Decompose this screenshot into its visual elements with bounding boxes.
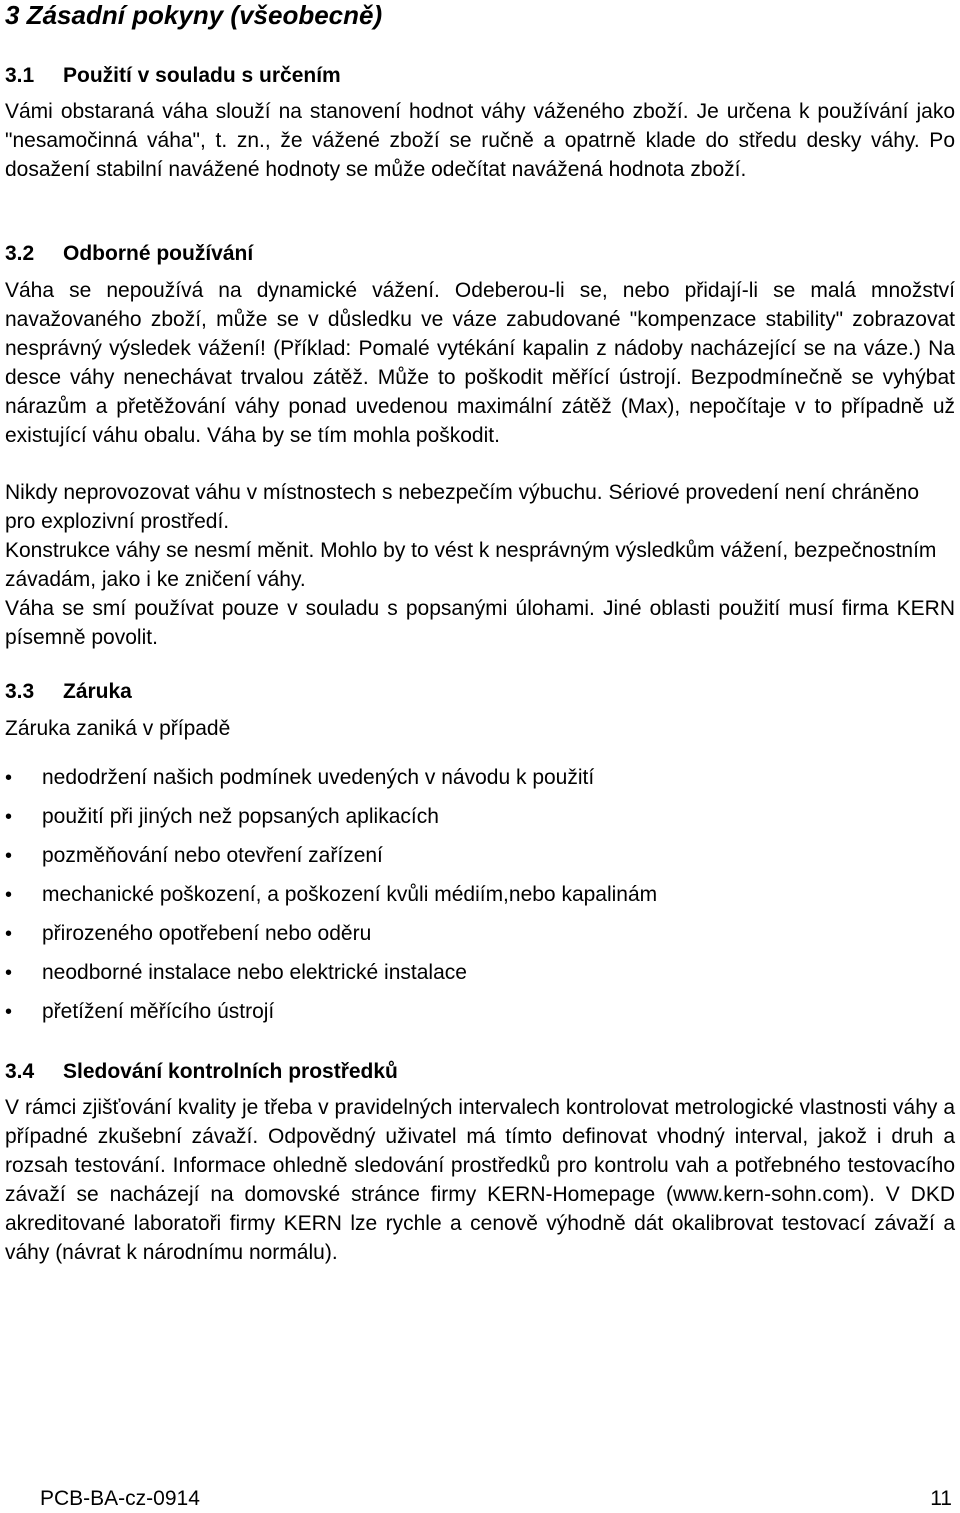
section-3-2-title: Odborné používání	[63, 242, 254, 265]
section-3-3-title: Záruka	[63, 680, 132, 703]
bullet-icon: •	[5, 923, 13, 945]
section-3-4-number: 3.4	[5, 1060, 35, 1083]
section-3-1-number: 3.1	[5, 64, 35, 87]
section-3-2-heading	[5, 240, 253, 268]
section-3-1-title: Použití v souladu s určením	[63, 64, 341, 87]
section-3-2-paragraph-2: Nikdy neprovozovat váhu v místnostech s nebezpečím výbuchu. Sériové provedení není chráněno pro explozivní prostředí.	[5, 481, 920, 533]
section-3-3-number: 3.3	[5, 680, 35, 703]
list-item: • nedodržení našich podmínek uvedených v návodu k použití	[5, 764, 955, 803]
bullet-icon: •	[5, 1001, 13, 1023]
bullet-icon: •	[5, 845, 13, 867]
section-3-4-body: V rámci zjišťování kvality je třeba v pravidelných intervalech kontrolovat metrologické vlastnosti váhy a případné zkušební závaží. Odpovědný uživatel má tímto definovat vhodný interval, jakož i druh a rozsah testování. Informace ohledně sledování prostředků pro kontrolu vah a potřebného testovacího závaží se nacházejí na domovské stránce firmy KERN-Homepage (www.kern-sohn.com). V DKD akreditované laboratoři firmy KERN lze rychle a cenově výhodně dát okalibrovat testovací závaží a váhy (návrat k národnímu normálu).	[5, 1096, 955, 1264]
footer-document-code: PCB-BA-cz-0914	[40, 1487, 200, 1510]
section-3-3-heading	[5, 678, 132, 706]
section-3-2-number: 3.2	[5, 242, 35, 265]
section-3-1-heading	[5, 62, 341, 90]
chapter-title: 3 Zásadní pokyny (všeobecně)	[5, 0, 383, 30]
bullet-icon: •	[5, 884, 13, 906]
section-3-1-body: Vámi obstaraná váha slouží na stanovení hodnot váhy váženého zboží. Je určena k používání jako "nesamočinná váha", t. zn., že vážené zboží se ručně a opatrně klade do středu desky váhy. Po dosažení stabilní navážené hodnoty se může odečítat navážená hodnota zboží.	[5, 100, 955, 181]
section-3-3-intro: Záruka zaniká v případě	[5, 717, 231, 740]
bullet-icon: •	[5, 806, 13, 828]
footer-page-number: 11	[930, 1487, 952, 1510]
list-item: • přetížení měřícího ústrojí	[5, 998, 955, 1037]
section-3-4-heading	[5, 1058, 398, 1086]
list-item: • přirozeného opotřebení nebo oděru	[5, 920, 955, 959]
section-3-2-paragraph-4: Váha se smí používat pouze v souladu s popsanými úlohami. Jiné oblasti použití musí firma KERN písemně povolit.	[5, 597, 955, 649]
section-3-2-paragraph-3: Konstrukce váhy se nesmí měnit. Mohlo by to vést k nesprávným výsledkům vážení, bezpečnostním závadám, jako i ke zničení váhy.	[5, 539, 937, 591]
section-3-4-title: Sledování kontrolních prostředků	[63, 1060, 398, 1083]
section-3-2-paragraph-1: Váha se nepoužívá na dynamické vážení. Odeberou-li se, nebo přidají-li se malá množství navažovaného zboží, může se v důsledku ve váze zabudované "kompenzace stability" zobrazovat nesprávný výsledek vážení! (Příklad: Pomalé vytékání kapalin z nádoby nacházející se na váze.) Na desce váhy nenechávat trvalou zátěž. Může to poškodit měřící ústrojí. Bezpodmínečně se vyhýbat nárazům a přetěžování váhy ponad uvedenou maximální zátěž (Max), nepočítaje v to případně už existující váhu obalu. Váha by se tím mohla poškodit.	[5, 279, 955, 447]
list-item: • neodborné instalace nebo elektrické instalace	[5, 959, 955, 998]
list-item: • použití při jiných než popsaných aplikacích	[5, 803, 955, 842]
list-item: • pozměňování nebo otevření zařízení	[5, 842, 955, 881]
warranty-exclusions-list	[5, 764, 955, 1037]
bullet-icon: •	[5, 962, 13, 984]
bullet-icon: •	[5, 767, 13, 789]
list-item: • mechanické poškození, a poškození kvůli médiím,nebo kapalinám	[5, 881, 955, 920]
